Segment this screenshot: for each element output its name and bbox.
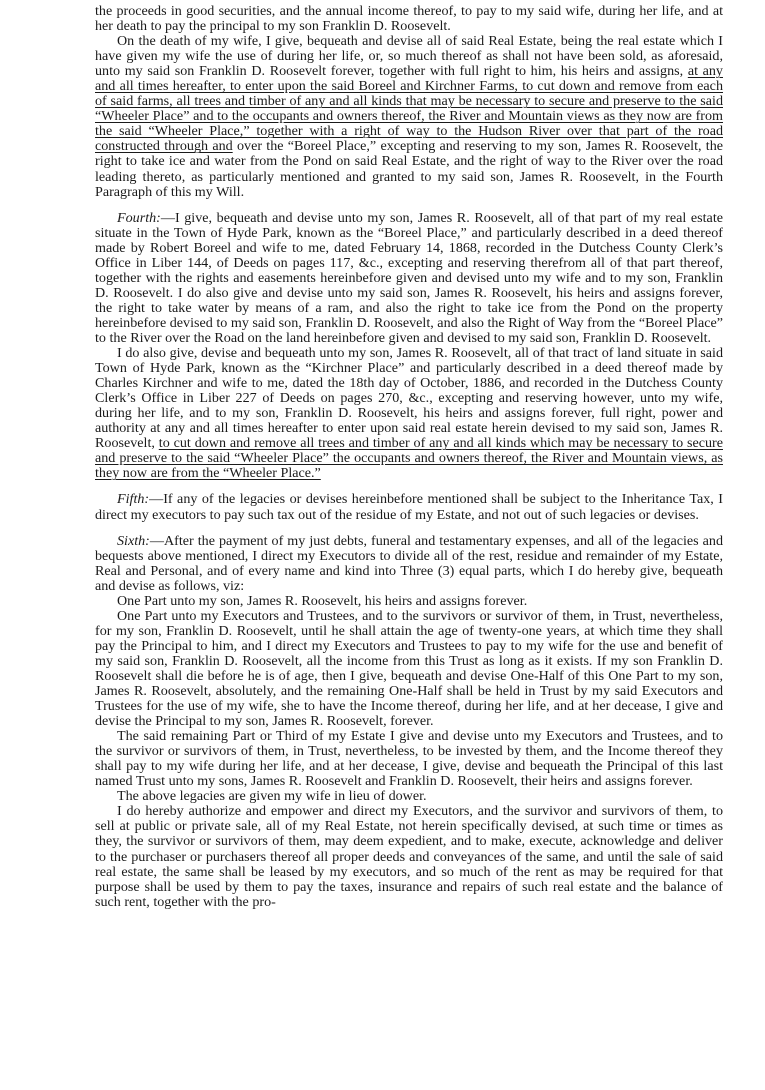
underlined-passage-timber: to cut down and remove all trees and timber of any and all kinds which may be necessary to secure and preserve to the said “Wheeler Place” the occupants and owners thereof, the River and Mountain views, as they now are from the “Wheeler Place.” <box>95 435 723 482</box>
paragraph-fourth: Fourth:—I give, bequeath and devise unto my son, James R. Roosevelt, all of that part of my real estate situate in the Town of Hyde Park, known as the “Boreel Place,” and particularly described in a deed thereof made by Robert Boreel and wife to me, dated February 14, 1868, recorded in the Dutchess County Clerk’s Office in Liber 144, of Deeds on pages 117, &c., excepting and reserving therefrom all of that part thereof, together with the rights and easements hereinbefore given and devised unto my wife and to my son, Franklin D. Roosevelt. I do also give and devise unto my said son, James R. Roosevelt, his heirs and assigns forever, the right to take water by means of a ram, and also the right to take ice from the Pond on the property hereinbefore devised to my said son, Franklin D. Roosevelt, and also the Right of Way from the “Boreel Place” to the River over the Road on the land hereinbefore given and devised to my said son, Franklin D. Roosevelt. <box>95 209 723 346</box>
paragraph-part-three: The said remaining Part or Third of my Estate I give and devise unto my Executors and Trustees, and to the survivor or survivors of them, in Trust, nevertheless, to be invested by them, and the Income thereof they shall pay to my wife during her life, and at her decease, I give, devise and bequeath the Principal of this last named Trust unto my sons, James R. Roosevelt and Franklin D. Roosevelt, their heirs and assigns forever. <box>95 728 723 790</box>
heading-fourth: Fourth: <box>117 209 161 226</box>
underlined-passage-views: at any and all times hereafter, to enter upon the said Boreel and Kirchner Farms, to cut down and remove from each of said farms, all trees and timber of any and all kinds that may be necessary to secure and preserve to the said “Wheeler Place” and to the occupants and owners thereof, the River and Mountain views as they now are from the said “Wheeler Place,” together with a right of way to the Hudson River over that part of the road constructed through and <box>95 63 723 155</box>
paragraph-sixth: Sixth:—After the payment of my just debts, funeral and testamentary expenses, and all of the legacies and bequests above mentioned, I direct my Executors to divide all of the rest, residue and remainder of my Estate, Real and Personal, and of every name and kind into Three (3) equal parts, which I do hereby give, bequeath and devise as follows, viz: <box>95 532 723 594</box>
paragraph-kirchner-place: I do also give, devise and bequeath unto my son, James R. Roosevelt, all of that tract of land situate in said Town of Hyde Park, known as the “Kirchner Place” and particularly described in a deed thereof made by Charles Kirchner and wife to me, dated the 18th day of October, 1886, and recorded in the Dutchess County Clerk’s Office in Liber 227 of Deeds on pages 270, &c., excepting and reserving however, unto my wife, during her life, and to my son, Franklin D. Roosevelt, his heirs and assigns forever, full right, power and authority at any and all times hereafter to enter upon said real estate herein devised to my said son, James R. Roosevelt, to cut down and remove all trees and timber of any and all kinds which may be necessary to secure and preserve to the said “Wheeler Place” the occupants and owners thereof, the River and Mountain views, as they now are from the “Wheeler Place.” <box>95 345 723 482</box>
heading-sixth: Sixth: <box>117 532 150 549</box>
paragraph-intro: the proceeds in good securities, and the annual income thereof, to pay to my said wife, during her life, and at her death to pay the principal to my son Franklin D. Roosevelt. <box>95 3 723 35</box>
paragraph-fifth: Fifth:—If any of the legacies or devises hereinbefore mentioned shall be subject to the Inheritance Tax, I direct my executors to pay such tax out of the residue of my Estate, and not out of such legacies or devises. <box>95 491 723 523</box>
paragraph-power-of-sale: I do hereby authorize and empower and direct my Executors, and the survivor and survivors of them, to sell at public or private sale, all of my Real Estate, not herein specifically devised, at such time or times as they, the survivor or survivors of them, may deem expedient, and to make, execute, acknowledge and deliver to the purchaser or purchasers thereof all proper deeds and conveyances of the same, and until the sale of said real estate, the same shall be leased by my executors, and so much of the rent as may be required for that purpose shall be used by them to pay the taxes, insurance and repairs of such real estate and the balance of such rent, together with the pro- <box>95 803 723 910</box>
will-page <box>95 4 723 910</box>
paragraph-part-two: One Part unto my Executors and Trustees, and to the survivors or survivor of them, in Trust, nevertheless, for my son, Franklin D. Roosevelt, until he shall attain the age of twenty-one years, at which time they shall pay the Principal to him, and I direct my Executors and Trustees to pay to my wife for the use and benefit of my said son, Franklin D. Roosevelt, all the income from this Trust as long as it exists. If my son Franklin D. Roosevelt shall die before he is of age, then I give, bequeath and devise One-Half of this One Part to my son, James R. Roosevelt, absolutely, and the remaining One-Half shall be held in Trust by my said Executors and Trustees for the use of my wife, she to have the Income thereof, during her life, and at her decease, I give and devise the Principal to my son, James R. Roosevelt, forever. <box>95 607 723 730</box>
paragraph-dower: The above legacies are given my wife in lieu of dower. <box>117 788 427 805</box>
paragraph-part-one: One Part unto my son, James R. Roosevelt, his heirs and assigns forever. <box>117 592 528 609</box>
heading-fifth: Fifth: <box>117 491 150 508</box>
paragraph-death-of-wife: On the death of my wife, I give, bequeath and devise all of said Real Estate, being the real estate which I have given my wife the use of during her life, or, so much thereof as shall not have been sold, as aforesaid, unto my said son Franklin D. Roosevelt forever, together with full right to him, his heirs and assigns, at any and all times hereafter, to enter upon the said Boreel and Kirchner Farms, to cut down and remove from each of said farms, all trees and timber of any and all kinds that may be necessary to secure and preserve to the said “Wheeler Place” and to the occupants and owners thereof, the River and Mountain views as they now are from the said “Wheeler Place,” together with a right of way to the Hudson River over that part of the road constructed through and over the “Boreel Place,” excepting and reserving to my son, James R. Roosevelt, the right to take ice and water from the Pond on said Real Estate, and the right of way to the River over the road leading thereto, as particularly mentioned and granted to my said son, James R. Roosevelt, in the Fourth Paragraph of this my Will. <box>95 33 724 200</box>
